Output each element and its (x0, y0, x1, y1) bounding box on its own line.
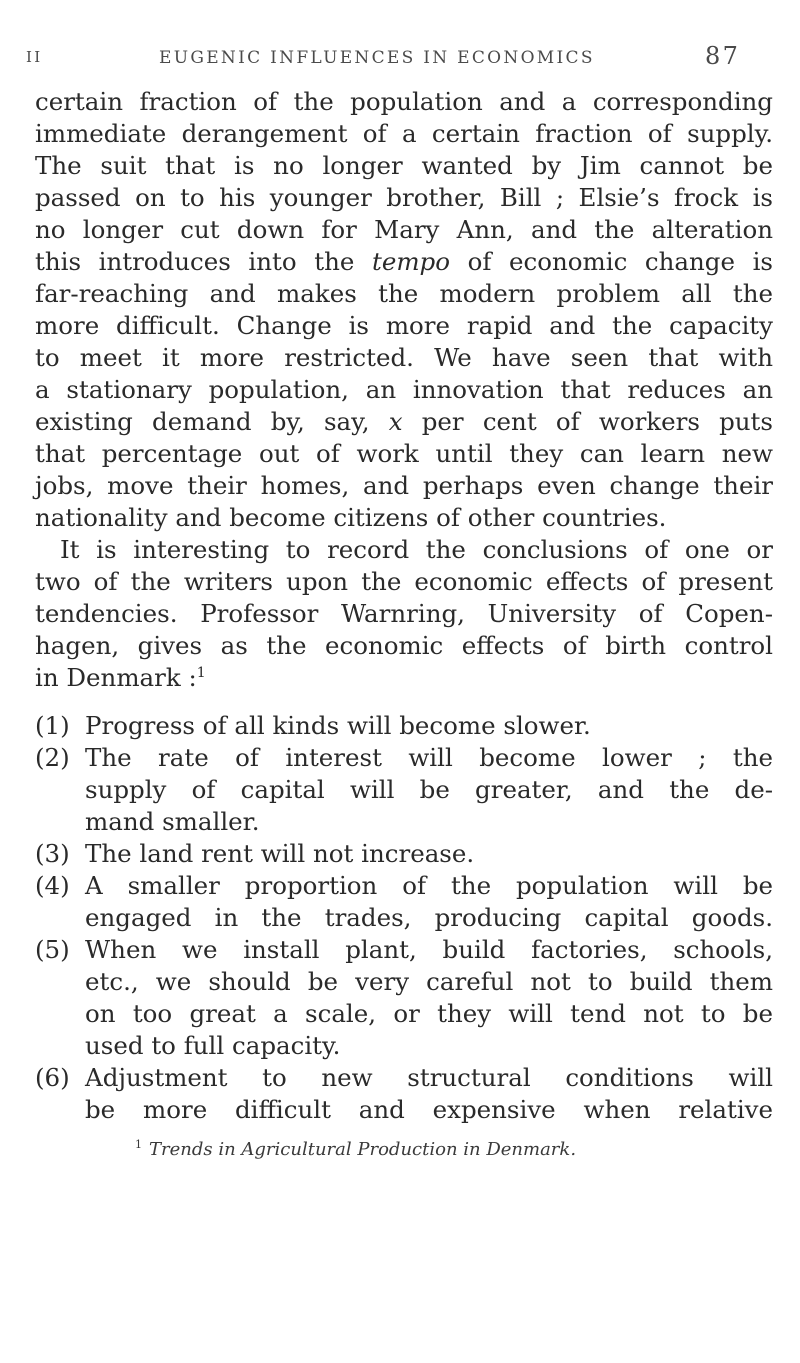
list-marker: (3) (35, 839, 70, 868)
list-item-line: engaged in the trades, producing capital goods. (85, 903, 773, 932)
text-line (35, 662, 206, 694)
list-marker: (2) (35, 743, 70, 772)
list-item-line: on too great a scale, or they will tend not to be (85, 999, 773, 1028)
running-title: EUGENIC INFLUENCES IN ECONOMICS (159, 48, 595, 68)
text-line: jobs, move their homes, and perhaps even change their (35, 471, 773, 500)
list-marker: (4) (35, 871, 70, 900)
footnote-text: Trends in Agricultural Production in Denmark. (149, 1139, 577, 1160)
list-item-line: mand smaller. (85, 807, 260, 836)
page-number: 87 (705, 42, 741, 70)
list-item-line: Adjustment to new structural conditions will (85, 1063, 773, 1092)
text-segment: of economic change is (467, 247, 773, 276)
text-line: far-reaching and makes the modern problem all the (35, 279, 773, 308)
text-segment: this introduces into the (35, 247, 355, 276)
text-line: no longer cut down for Mary Ann, and the alteration (35, 215, 773, 244)
italic-variable: x (388, 407, 403, 436)
text-line: nationality and become citizens of other countries. (35, 503, 667, 532)
list-item-line: Progress of all kinds will become slower. (85, 711, 591, 740)
text-line: certain fraction of the population and a corresponding (35, 87, 773, 116)
list-item-line: The rate of interest will become lower ; the (85, 743, 773, 772)
footnote (135, 1138, 576, 1160)
list-item-line: The land rent will not increase. (85, 839, 475, 868)
text-line: to meet it more restricted. We have seen that with (35, 343, 773, 372)
list-marker: (5) (35, 935, 70, 964)
text-line: more difficult. Change is more rapid and the capacity (35, 311, 773, 340)
list-item-line: be more difficult and expensive when relative (85, 1095, 773, 1124)
text-line: It is interesting to record the conclusions of one or (60, 535, 773, 564)
text-segment: per cent of workers puts (421, 407, 773, 436)
list-item-line: used to full capacity. (85, 1031, 341, 1060)
text-line: immediate derangement of a certain fraction of supply. (35, 119, 773, 148)
text-line: The suit that is no longer wanted by Jim cannot be (35, 151, 773, 180)
list-marker: (1) (35, 711, 70, 740)
text-line (35, 246, 773, 278)
list-item-line: supply of capital will be greater, and the de- (85, 775, 773, 804)
footnote-mark: 1 (135, 1138, 142, 1151)
text-segment: existing demand by, say, (35, 407, 370, 436)
chapter-number: II (26, 48, 43, 66)
text-line (35, 406, 773, 438)
list-marker: (6) (35, 1063, 70, 1092)
text-line: two of the writers upon the economic effects of present (35, 567, 773, 596)
text-line: tendencies. Professor Warnring, University of Copen- (35, 599, 773, 628)
text-line: that percentage out of work until they can learn new (35, 439, 773, 468)
list-item-line: etc., we should be very careful not to build them (85, 967, 773, 996)
text-line: a stationary population, an innovation that reduces an (35, 375, 773, 404)
text-line: passed on to his younger brother, Bill ; Elsie’s frock is (35, 183, 773, 212)
text-line: hagen, gives as the economic effects of birth control (35, 631, 773, 660)
italic-term: tempo (371, 247, 450, 276)
footnote-reference: 1 (196, 664, 206, 681)
list-item-line: A smaller proportion of the population will be (85, 871, 773, 900)
text-segment: in Denmark : (35, 663, 197, 692)
list-item-line: When we install plant, build factories, schools, (85, 935, 773, 964)
